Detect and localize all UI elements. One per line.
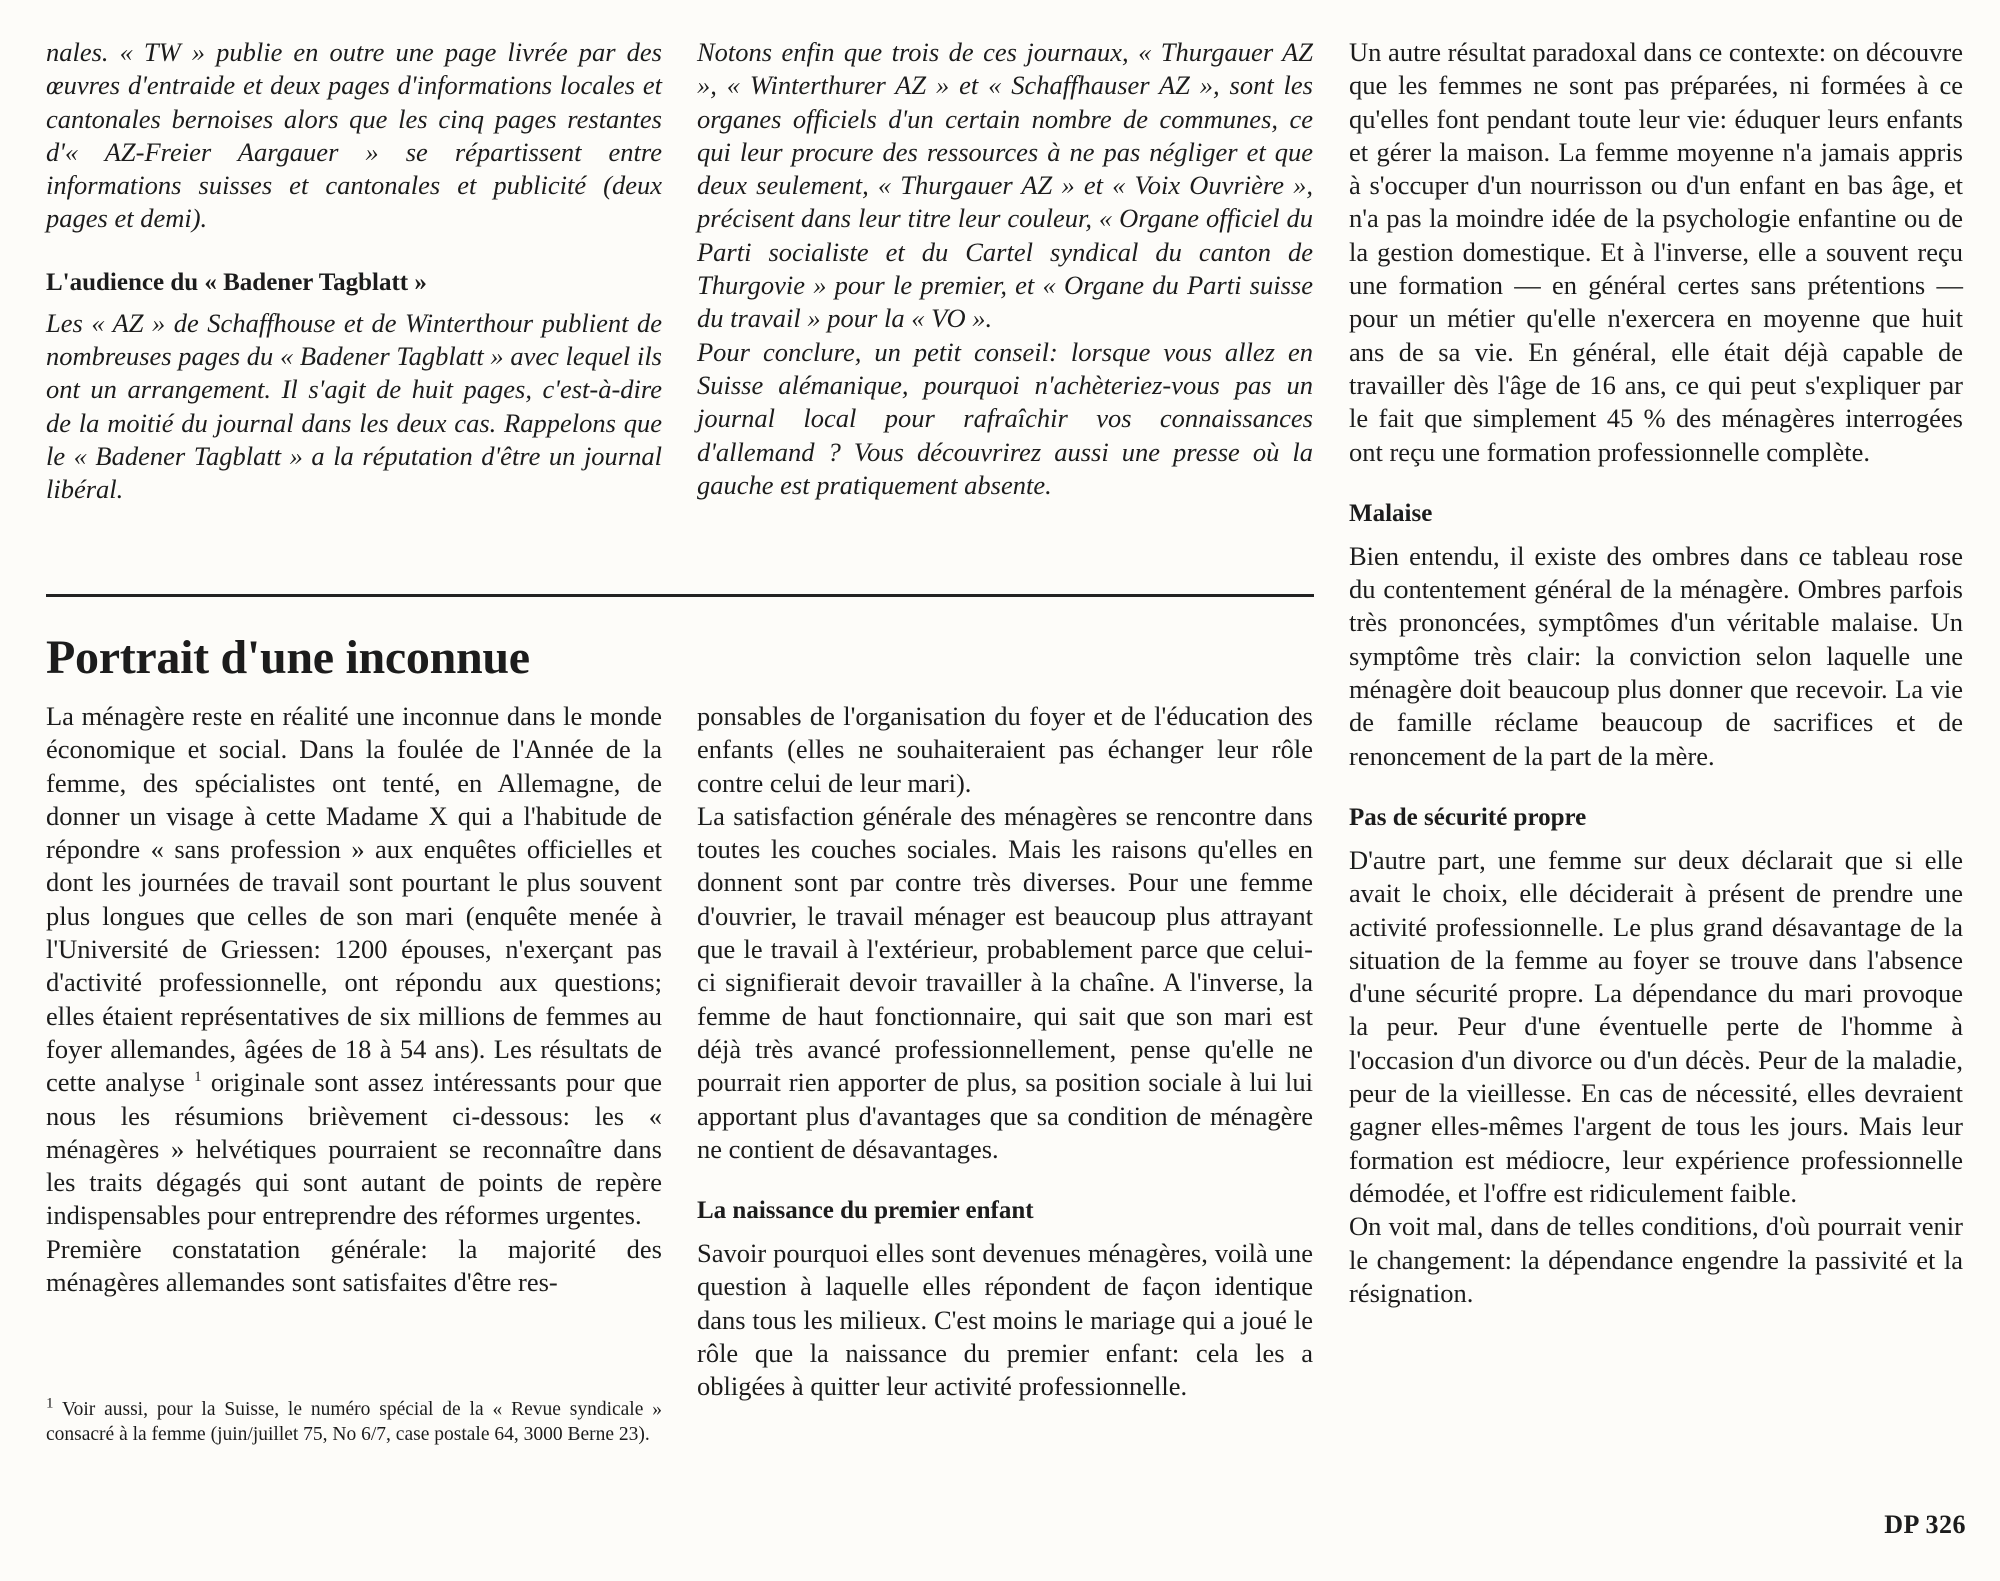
- article-col3-subheading-securite: Pas de sécurité propre: [1349, 803, 1587, 831]
- footnote-text: [46, 1395, 662, 1447]
- article-col3-subheading-malaise: Malaise: [1349, 499, 1433, 527]
- article-col1-paragraph-1: [46, 700, 662, 1233]
- footnote-number: 1: [46, 1395, 54, 1412]
- article-col3-paragraph-3: D'autre part, une femme sur deux déclarait que si elle avait le choix, elle déciderait à présent de prendre une activité professionnelle. Le plus grand désavantage de la situation de la femme au foyer se trouve dans l'absence d'une sécurité propre. La dépendance du mari provoque la peur. Peur d'une éventuelle perte de l'homme à l'occasion d'un divorce ou d'un décès. Peur de la maladie, peur de la vieillesse. En cas de nécessité, elles devraient gagner elles-mêmes l'argent de tous les jours. Mais leur formation est médiocre, leur expérience professionnelle démodée, et l'offre est ridiculement faible.: [1349, 844, 1963, 1208]
- article-col1-paragraph-1b: originale sont assez intéressants pour que nous les résumions brièvement ci-dessous: les « ménagères » helvétiques pourraient se reconnaître dans les traits dégagés qui sont autant de points de repère indispensables pour entreprendre des réformes urgentes.: [46, 1067, 663, 1231]
- article-col3-paragraph-2: Bien entendu, il existe des ombres dans ce tableau rose du contentement général de la ménagère. Ombres parfois très prononcées, symptômes d'un véritable malaise. Un symptôme très clair: la conviction selon laquelle une ménagère doit beaucoup plus donner que recevoir. La vie de famille réclame beaucoup de sacrifices et de renoncement de la part de la mère.: [1349, 540, 1963, 771]
- article-column-2: [697, 700, 1313, 1404]
- top-col1-subheading: L'audience du « Badener Tagblatt »: [46, 268, 427, 296]
- footnote-ref: 1: [194, 1069, 202, 1086]
- article-column-3: [1349, 36, 1963, 1310]
- article-col2-paragraph-3: Savoir pourquoi elles sont devenues ménagères, voilà une question à laquelle elles répondent de façon identique dans tous les milieux. C'est moins le mariage qui a joué le rôle que la naissance du premier enfant: cela les a obligées à quitter leur activité professionnelle.: [697, 1238, 1313, 1402]
- article-title: Portrait d'une inconnue: [46, 631, 530, 684]
- article-col1-paragraph-2: Première constatation générale: la majorité des ménagères allemandes sont satisfaites d'être res-: [46, 1233, 662, 1298]
- article-col3-paragraph-1: Un autre résultat paradoxal dans ce contexte: on découvre que les femmes ne sont pas préparées, ni formées à ce qu'elles font pendant toute leur vie: éduquer leurs enfants et gérer la maison. La femme moyenne n'a jamais appris à s'occuper d'un nourrisson ou d'un enfant en bas âge, et n'a pas la moindre idée de la psychologie enfantine ou de la gestion domestique. Et à l'inverse, elle a souvent reçu une formation — en général certes sans prétentions — pour un métier qu'elle n'exercera en moyenne que huit ans de sa vie. En général, elle était déjà capable de travailler dès l'âge de 16 ans, ce qui peut s'expliquer par le fait que simplement 45 % des ménagères interrogées ont reçu une formation professionnelle complète.: [1349, 37, 1963, 467]
- article-column-1: [46, 700, 662, 1299]
- top-column-1: [46, 36, 662, 507]
- top-column-2: [697, 36, 1313, 502]
- top-col1-paragraph-2: Les « AZ » de Schaffhouse et de Winterthour publient de nombreuses pages du « Badener Tagblatt » avec lequel ils ont un arrangement. Il s'agit de huit pages, c'est-à-dire de la moitié du journal dans les deux cas. Rappelons que le « Badener Tagblatt » a la réputation d'être un journal libéral.: [46, 307, 662, 505]
- top-col2-paragraph-2: Pour conclure, un petit conseil: lorsque vous allez en Suisse alémanique, pourquoi n'achèteriez-vous pas un journal local pour rafraîchir vos connaissances d'allemand ? Vous découvrirez aussi une presse où la gauche est pratiquement absente.: [697, 336, 1313, 500]
- top-col2-paragraph-1: Notons enfin que trois de ces journaux, « Thurgauer AZ », « Winterthurer AZ » et « Schaffhauser AZ », sont les organes officiels d'un certain nombre de communes, ce qui leur procure des ressources à ne pas négliger et que deux seulement, « Thurgauer AZ » et « Voix Ouvrière », précisent dans leur titre leur couleur, « Organe officiel du Parti socialiste et du Cartel syndical du canton de Thurgovie » pour le premier, et « Organe du Parti suisse du travail » pour la « VO ».: [697, 37, 1313, 334]
- footnote-body: Voir aussi, pour la Suisse, le numéro spécial de la « Revue syndicale » consacré à la femme (juin/juillet 75, No 6/7, case postale 64, 3000 Berne 23).: [46, 1399, 662, 1445]
- page-number: DP 326: [1884, 1510, 1966, 1539]
- article-col1-paragraph-1a: La ménagère reste en réalité une inconnue dans le monde économique et social. Dans la foulée de l'Année de la femme, des spécialistes ont tenté, en Allemagne, de donner un visage à cette Madame X qui a l'habitude de répondre « sans profession » aux enquêtes officielles et dont les journées de travail sont pourtant le plus souvent plus longues que celles de son mari (enquête menée à l'Université de Griessen: 1200 épouses, n'exerçant pas d'activité professionnelle, ont répondu aux questions; elles étaient représentatives de six millions de femmes au foyer allemandes, âgées de 18 à 54 ans). Les résultats de cette analyse: [46, 701, 662, 1098]
- article-col2-paragraph-1: ponsables de l'organisation du foyer et de l'éducation des enfants (elles ne souhaiteraient pas échanger leur rôle contre celui de leur mari).: [697, 701, 1313, 798]
- footnote-block: [46, 1395, 662, 1447]
- article-col3-paragraph-4: On voit mal, dans de telles conditions, d'où pourrait venir le changement: la dépendance engendre la passivité et la résignation.: [1349, 1211, 1963, 1308]
- top-col1-paragraph-1: nales. « TW » publie en outre une page livrée par des œuvres d'entraide et deux pages d'informations locales et cantonales bernoises alors que les cinq pages restantes d'« AZ-Freier Aargauer » se répartissent entre informations suisses et cantonales et publicité (deux pages et demi).: [46, 37, 662, 234]
- article-col2-subheading: La naissance du premier enfant: [697, 1197, 1034, 1225]
- section-divider: [46, 594, 1314, 597]
- article-col2-paragraph-2: La satisfaction générale des ménagères se rencontre dans toutes les couches sociales. Mais les raisons qu'elles en donnent sont par contre très diverses. Pour une femme d'ouvrier, le travail ménager est beaucoup plus attrayant que le travail à l'extérieur, probablement parce que celui-ci signifierait devoir travailler à la chaîne. A l'inverse, la femme de haut fonctionnaire, qui sait que son mari est déjà très avancé professionnellement, pense qu'elle ne pourrait rien apporter de plus, sa position sociale à lui lui apportant plus d'avantages que sa condition de ménagère ne contient de désavantages.: [697, 800, 1313, 1164]
